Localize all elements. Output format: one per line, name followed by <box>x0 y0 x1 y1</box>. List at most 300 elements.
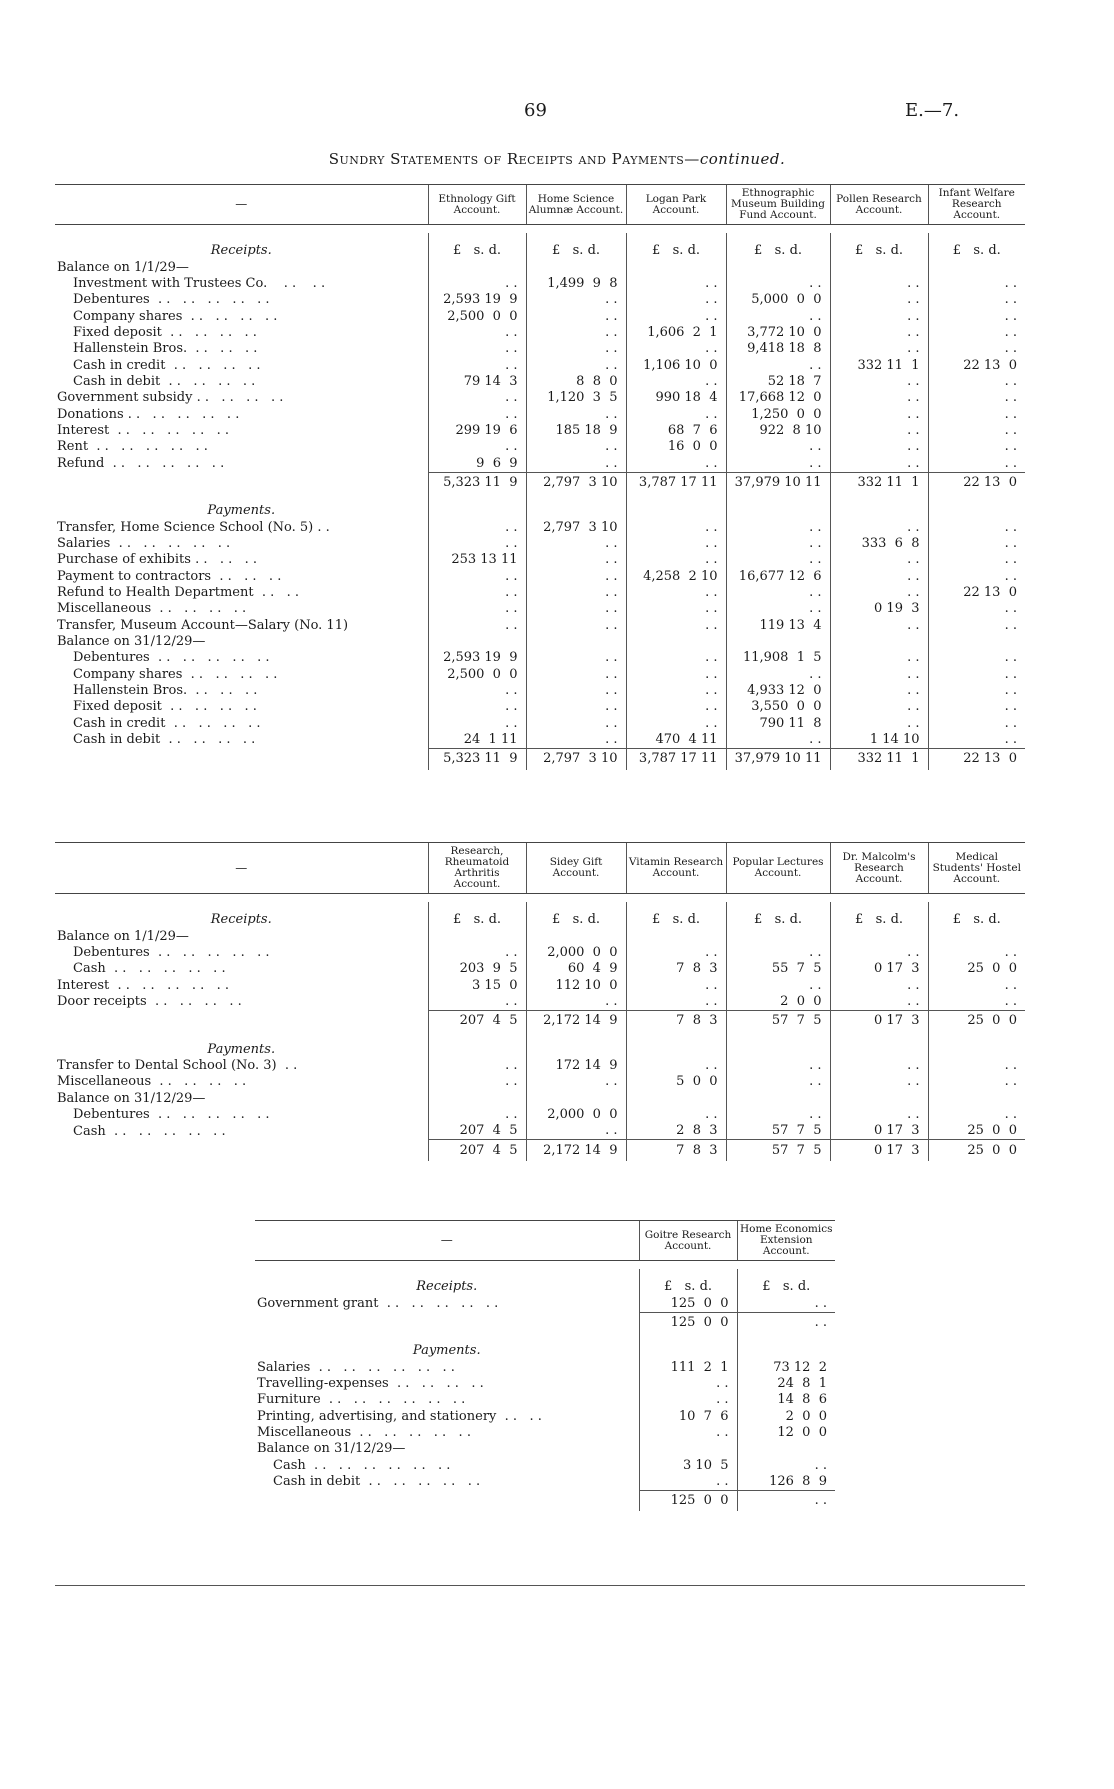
amount-cell: 5 0 0 <box>626 1074 726 1090</box>
amount-cell: 24 8 1 <box>737 1376 835 1392</box>
amount-cell: 10 7 6 <box>639 1408 737 1424</box>
total-cell: 2,797 3 10 <box>526 472 626 493</box>
amount-cell: 60 4 9 <box>526 961 626 977</box>
amount-cell: . . <box>726 439 830 455</box>
currency-units <box>639 1333 737 1359</box>
total-label <box>55 1011 428 1032</box>
amount-cell: . . <box>428 1107 526 1123</box>
amount-cell: . . <box>626 945 726 961</box>
table-row <box>55 928 1025 944</box>
amount-cell: . . <box>639 1425 737 1441</box>
table-row <box>55 945 1025 961</box>
row-label: Cash in credit . . . . . . . . <box>73 357 261 373</box>
column-header: Goitre Research Account. <box>639 1221 737 1261</box>
amount-cell: 203 9 5 <box>428 961 526 977</box>
total-cell: 3,787 17 11 <box>626 472 726 493</box>
table-row <box>255 1457 835 1473</box>
section-heading-row <box>255 1333 835 1359</box>
amount-cell: . . <box>626 618 726 634</box>
amount-cell: . . <box>830 341 928 357</box>
amount-cell: . . <box>428 618 526 634</box>
column-header: Infant Welfare Research Account. <box>928 185 1025 225</box>
amount-cell: 172 14 9 <box>526 1058 626 1074</box>
total-cell: 5,323 11 9 <box>428 472 526 493</box>
amount-cell: 1 14 10 <box>830 732 928 749</box>
amount-cell <box>830 634 928 650</box>
table-row <box>55 585 1025 601</box>
amount-cell: . . <box>928 1107 1025 1123</box>
table-row <box>55 650 1025 666</box>
table-row <box>55 406 1025 422</box>
amount-cell: . . <box>428 716 526 732</box>
row-label: Balance on 31/12/29— <box>257 1441 406 1457</box>
row-label: Cash in debit . . . . . . . . <box>73 732 256 748</box>
amount-cell <box>526 1090 626 1106</box>
amount-cell <box>639 1441 737 1457</box>
amount-cell: . . <box>830 699 928 715</box>
total-cell: 2,797 3 10 <box>526 749 626 770</box>
table-row <box>55 1107 1025 1123</box>
amount-cell: . . <box>726 552 830 568</box>
header-dash: — <box>55 185 428 225</box>
amount-cell: . . <box>428 699 526 715</box>
amount-cell: . . <box>928 423 1025 439</box>
amount-cell: 2,593 19 9 <box>428 292 526 308</box>
table-row <box>55 552 1025 568</box>
amount-cell <box>526 634 626 650</box>
amount-cell: 25 0 0 <box>928 1123 1025 1140</box>
amount-cell <box>726 259 830 275</box>
amount-cell: . . <box>639 1392 737 1408</box>
amount-cell: . . <box>626 308 726 324</box>
currency-units: £ s. d. <box>830 233 928 259</box>
header-row <box>55 843 1025 894</box>
amount-cell <box>626 634 726 650</box>
total-cell: 5,323 11 9 <box>428 749 526 770</box>
spacer-row <box>55 225 1025 234</box>
amount-cell: 55 7 5 <box>726 961 830 977</box>
section-heading: Payments. <box>207 503 276 519</box>
row-label: Cash in credit . . . . . . . . <box>73 715 261 731</box>
amount-cell: . . <box>626 292 726 308</box>
amount-cell <box>928 634 1025 650</box>
amount-cell: . . <box>830 308 928 324</box>
table-row <box>55 732 1025 749</box>
amount-cell: . . <box>830 585 928 601</box>
amount-cell: . . <box>428 390 526 406</box>
amount-cell: . . <box>830 650 928 666</box>
amount-cell: . . <box>928 308 1025 324</box>
page-reference: E.—7. <box>905 100 960 121</box>
amount-cell: . . <box>928 341 1025 357</box>
amount-cell: . . <box>726 276 830 292</box>
amount-cell: . . <box>626 455 726 472</box>
amount-cell: 14 8 6 <box>737 1392 835 1408</box>
table-row <box>55 276 1025 292</box>
table-row <box>55 1123 1025 1140</box>
section-heading-row <box>55 493 1025 519</box>
currency-units: £ s. d. <box>928 233 1025 259</box>
amount-cell: . . <box>726 536 830 552</box>
table-row <box>55 699 1025 715</box>
amount-cell: 9 6 9 <box>428 455 526 472</box>
table-row <box>55 308 1025 324</box>
row-label: Debentures . . . . . . . . . . <box>73 944 270 960</box>
amount-cell: . . <box>928 552 1025 568</box>
amount-cell: . . <box>626 1107 726 1123</box>
amount-cell: . . <box>639 1376 737 1392</box>
amount-cell <box>830 259 928 275</box>
statement-table-1 <box>55 184 1025 770</box>
amount-cell: . . <box>526 650 626 666</box>
row-label: Door receipts . . . . . . . . <box>57 994 242 1010</box>
amount-cell: . . <box>526 325 626 341</box>
amount-cell: . . <box>928 683 1025 699</box>
amount-cell: . . <box>526 601 626 617</box>
total-cell: 0 17 3 <box>830 1011 928 1032</box>
amount-cell: . . <box>928 667 1025 683</box>
amount-cell: 3 10 5 <box>639 1457 737 1473</box>
amount-cell: 17,668 12 0 <box>726 390 830 406</box>
amount-cell: 112 10 0 <box>526 977 626 993</box>
header-dash: — <box>55 843 428 894</box>
total-label <box>55 1140 428 1161</box>
row-label: Debentures . . . . . . . . . . <box>73 1106 270 1122</box>
amount-cell: . . <box>830 520 928 536</box>
total-label <box>255 1312 639 1333</box>
amount-cell: . . <box>928 699 1025 715</box>
section-heading-row <box>255 1269 835 1295</box>
amount-cell: . . <box>626 585 726 601</box>
amount-cell: . . <box>428 536 526 552</box>
amount-cell: . . <box>428 406 526 422</box>
amount-cell: 111 2 1 <box>639 1359 737 1375</box>
section-heading-row <box>55 902 1025 928</box>
amount-cell: 207 4 5 <box>428 1123 526 1140</box>
table-row <box>55 325 1025 341</box>
currency-units: £ s. d. <box>428 233 526 259</box>
amount-cell: . . <box>526 618 626 634</box>
row-label: Company shares . . . . . . . . <box>73 666 278 682</box>
total-cell: 22 13 0 <box>928 472 1025 493</box>
amount-cell: 299 19 6 <box>428 423 526 439</box>
table-row <box>55 569 1025 585</box>
column-header: Research, Rheumatoid Arthritis Account. <box>428 843 526 894</box>
row-label: Fixed deposit . . . . . . . . <box>73 699 257 715</box>
amount-cell: 2,797 3 10 <box>526 520 626 536</box>
amount-cell: 185 18 9 <box>526 423 626 439</box>
column-header: Popular Lectures Account. <box>726 843 830 894</box>
row-label: Cash . . . . . . . . . . <box>73 1123 226 1139</box>
amount-cell: . . <box>726 520 830 536</box>
amount-cell: . . <box>928 406 1025 422</box>
spacer <box>55 225 1025 234</box>
amount-cell: . . <box>428 276 526 292</box>
table-row <box>255 1425 835 1441</box>
page-number: 69 <box>524 100 547 121</box>
amount-cell: . . <box>526 1123 626 1140</box>
table-row <box>55 390 1025 406</box>
row-label: Refund . . . . . . . . . . <box>57 455 225 471</box>
column-header: Logan Park Account. <box>626 185 726 225</box>
amount-cell: . . <box>428 325 526 341</box>
amount-cell: . . <box>428 945 526 961</box>
amount-cell: 52 18 7 <box>726 374 830 390</box>
row-label: Interest . . . . . . . . . . <box>57 422 230 438</box>
amount-cell: . . <box>726 308 830 324</box>
amount-cell: . . <box>830 1107 928 1123</box>
currency-units <box>428 1031 526 1057</box>
currency-units <box>428 493 526 519</box>
table-row <box>255 1295 835 1312</box>
amount-cell: . . <box>830 325 928 341</box>
table-row <box>255 1359 835 1375</box>
amount-cell <box>830 928 928 944</box>
currency-units: £ s. d. <box>526 902 626 928</box>
total-row <box>55 472 1025 493</box>
amount-cell <box>928 928 1025 944</box>
amount-cell: . . <box>928 455 1025 472</box>
row-label: Fixed deposit . . . . . . . . <box>73 324 257 340</box>
amount-cell: . . <box>928 520 1025 536</box>
amount-cell <box>428 1090 526 1106</box>
amount-cell <box>726 634 830 650</box>
amount-cell: . . <box>526 439 626 455</box>
total-cell: 57 7 5 <box>726 1140 830 1161</box>
statement-table-2 <box>55 842 1025 1161</box>
amount-cell: . . <box>928 1074 1025 1090</box>
row-label: Hallenstein Bros. . . . . . . <box>73 341 258 357</box>
amount-cell: . . <box>830 1058 928 1074</box>
amount-cell: . . <box>626 650 726 666</box>
amount-cell: . . <box>626 406 726 422</box>
amount-cell: . . <box>830 618 928 634</box>
amount-cell: . . <box>928 601 1025 617</box>
amount-cell <box>726 928 830 944</box>
amount-cell: 4,258 2 10 <box>626 569 726 585</box>
amount-cell: . . <box>428 994 526 1011</box>
amount-cell: 2,500 0 0 <box>428 308 526 324</box>
total-cell: 332 11 1 <box>830 472 928 493</box>
spacer-row <box>55 894 1025 903</box>
table-row <box>255 1392 835 1408</box>
currency-units <box>737 1333 835 1359</box>
table-row <box>55 357 1025 373</box>
amount-cell: 1,120 3 5 <box>526 390 626 406</box>
amount-cell <box>928 1090 1025 1106</box>
amount-cell: 1,606 2 1 <box>626 325 726 341</box>
amount-cell: . . <box>928 650 1025 666</box>
table-row <box>55 374 1025 390</box>
total-cell: 7 8 3 <box>626 1011 726 1032</box>
bottom-rule <box>55 1585 1025 1586</box>
table-row <box>55 292 1025 308</box>
total-row <box>55 749 1025 770</box>
amount-cell: 332 11 1 <box>830 357 928 373</box>
table-row <box>55 994 1025 1011</box>
amount-cell: 22 13 0 <box>928 357 1025 373</box>
amount-cell: . . <box>626 520 726 536</box>
total-cell: 125 0 0 <box>639 1312 737 1333</box>
amount-cell: 790 11 8 <box>726 716 830 732</box>
total-cell: 2,172 14 9 <box>526 1140 626 1161</box>
table-row <box>55 667 1025 683</box>
amount-cell: 73 12 2 <box>737 1359 835 1375</box>
row-label: Cash in debit . . . . . . . . <box>73 373 256 389</box>
currency-units <box>526 1031 626 1057</box>
table-row <box>55 716 1025 732</box>
amount-cell: . . <box>726 977 830 993</box>
table-row <box>55 1090 1025 1106</box>
amount-cell: . . <box>526 536 626 552</box>
amount-cell: . . <box>428 439 526 455</box>
currency-units: £ s. d. <box>830 902 928 928</box>
row-label: Transfer, Home Science School (No. 5) . . <box>57 519 330 535</box>
table-row <box>255 1474 835 1491</box>
amount-cell: . . <box>626 374 726 390</box>
total-cell: . . <box>737 1312 835 1333</box>
row-label: Debentures . . . . . . . . . . <box>73 292 270 308</box>
amount-cell: 990 18 4 <box>626 390 726 406</box>
spacer <box>55 894 1025 903</box>
amount-cell: . . <box>428 683 526 699</box>
amount-cell: . . <box>428 357 526 373</box>
table-row <box>55 423 1025 439</box>
column-header: Sidey Gift Account. <box>526 843 626 894</box>
amount-cell <box>626 1090 726 1106</box>
amount-cell: 68 7 6 <box>626 423 726 439</box>
table-row <box>55 520 1025 536</box>
amount-cell <box>928 259 1025 275</box>
column-header: Ethnology Gift Account. <box>428 185 526 225</box>
amount-cell <box>428 928 526 944</box>
amount-cell <box>626 259 726 275</box>
amount-cell: 126 8 9 <box>737 1474 835 1491</box>
amount-cell: . . <box>526 1074 626 1090</box>
column-header: Pollen Research Account. <box>830 185 928 225</box>
row-label: Refund to Health Department . . . . <box>57 585 300 601</box>
amount-cell: . . <box>928 945 1025 961</box>
amount-cell: 25 0 0 <box>928 961 1025 977</box>
amount-cell <box>626 928 726 944</box>
table-row <box>55 439 1025 455</box>
row-label: Cash in debit . . . . . . . . . . <box>273 1474 481 1490</box>
amount-cell: . . <box>626 276 726 292</box>
amount-cell: 12 0 0 <box>737 1425 835 1441</box>
row-label: Transfer to Dental School (No. 3) . . <box>57 1057 298 1073</box>
currency-units: £ s. d. <box>726 233 830 259</box>
currency-units <box>830 1031 928 1057</box>
amount-cell: . . <box>626 536 726 552</box>
total-row <box>55 1140 1025 1161</box>
amount-cell: . . <box>830 552 928 568</box>
amount-cell: . . <box>830 276 928 292</box>
total-cell: 125 0 0 <box>639 1491 737 1512</box>
amount-cell: . . <box>526 683 626 699</box>
row-label: Salaries . . . . . . . . . . <box>57 536 231 552</box>
amount-cell: 1,499 9 8 <box>526 276 626 292</box>
currency-units <box>526 493 626 519</box>
amount-cell: . . <box>526 585 626 601</box>
total-row <box>255 1312 835 1333</box>
amount-cell: 2 8 3 <box>626 1123 726 1140</box>
amount-cell: . . <box>928 374 1025 390</box>
section-heading: Receipts. <box>210 912 272 928</box>
amount-cell: . . <box>928 536 1025 552</box>
amount-cell: . . <box>726 601 830 617</box>
amount-cell: . . <box>928 732 1025 749</box>
header-row <box>55 185 1025 225</box>
currency-units: £ s. d. <box>726 902 830 928</box>
amount-cell: . . <box>526 994 626 1011</box>
amount-cell <box>428 634 526 650</box>
amount-cell: . . <box>726 357 830 373</box>
amount-cell: . . <box>830 977 928 993</box>
amount-cell: . . <box>726 1074 830 1090</box>
amount-cell: . . <box>526 292 626 308</box>
header-dash: — <box>255 1221 639 1261</box>
amount-cell: 9,418 18 8 <box>726 341 830 357</box>
table-row <box>55 536 1025 552</box>
row-label: Transfer, Museum Account—Salary (No. 11) <box>57 617 349 633</box>
amount-cell: 3 15 0 <box>428 977 526 993</box>
amount-cell: . . <box>526 716 626 732</box>
amount-cell: . . <box>928 716 1025 732</box>
amount-cell <box>526 259 626 275</box>
amount-cell: . . <box>428 1058 526 1074</box>
amount-cell: . . <box>526 699 626 715</box>
amount-cell: . . <box>526 455 626 472</box>
table-row <box>255 1408 835 1424</box>
total-cell: 207 4 5 <box>428 1011 526 1032</box>
column-header: Home Science Alumnæ Account. <box>526 185 626 225</box>
section-heading-row <box>55 1031 1025 1057</box>
column-header: Ethnographic Museum Building Fund Account. <box>726 185 830 225</box>
column-header: Home Economics Extension Account. <box>737 1221 835 1261</box>
amount-cell: . . <box>726 455 830 472</box>
row-label: Miscellaneous . . . . . . . . <box>57 1074 247 1090</box>
amount-cell <box>526 928 626 944</box>
total-row <box>255 1491 835 1512</box>
row-label: Furniture . . . . . . . . . . . . <box>257 1392 466 1408</box>
amount-cell: 253 13 11 <box>428 552 526 568</box>
spacer <box>255 1261 835 1270</box>
row-label: Rent . . . . . . . . . . <box>57 439 208 455</box>
amount-cell: . . <box>428 341 526 357</box>
amount-cell: . . <box>626 341 726 357</box>
currency-units: £ s. d. <box>428 902 526 928</box>
amount-cell <box>726 1090 830 1106</box>
amount-cell: 79 14 3 <box>428 374 526 390</box>
total-cell: 25 0 0 <box>928 1011 1025 1032</box>
amount-cell: . . <box>830 439 928 455</box>
amount-cell: . . <box>830 569 928 585</box>
currency-units: £ s. d. <box>737 1269 835 1295</box>
amount-cell: . . <box>526 552 626 568</box>
amount-cell: . . <box>928 325 1025 341</box>
amount-cell: . . <box>830 390 928 406</box>
currency-units <box>726 493 830 519</box>
amount-cell: 4,933 12 0 <box>726 683 830 699</box>
amount-cell: . . <box>626 994 726 1011</box>
total-cell: 25 0 0 <box>928 1140 1025 1161</box>
amount-cell: . . <box>626 699 726 715</box>
total-row <box>55 1011 1025 1032</box>
amount-cell: . . <box>830 994 928 1011</box>
amount-cell: 2,500 0 0 <box>428 667 526 683</box>
amount-cell: 2 0 0 <box>726 994 830 1011</box>
column-header: Dr. Malcolm's Research Account. <box>830 843 928 894</box>
